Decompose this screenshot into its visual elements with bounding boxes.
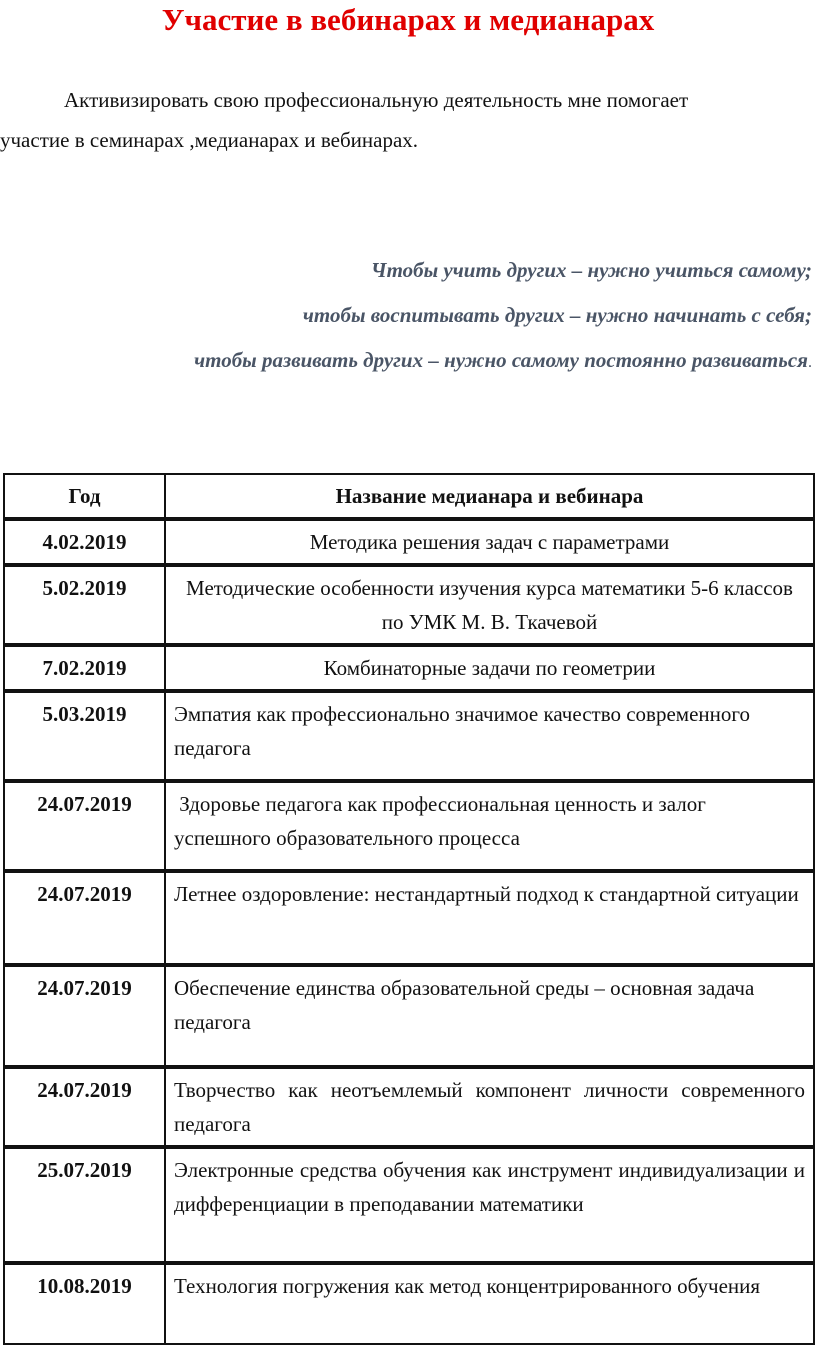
table-header-row <box>3 473 815 519</box>
epigraph-quote <box>12 248 812 385</box>
row-title: Комбинаторные задачи по геометрии <box>166 645 815 691</box>
row-date: 7.02.2019 <box>3 645 166 691</box>
table-row <box>3 781 815 871</box>
row-date: 4.02.2019 <box>3 519 166 565</box>
quote-line-3 <box>12 338 812 385</box>
table-row <box>3 1147 815 1263</box>
table-row <box>3 519 815 565</box>
quote-line-3-text: чтобы развивать других – нужно самому постоянно развиваться <box>194 348 808 372</box>
table-row <box>3 1067 815 1147</box>
quote-line-1: Чтобы учить других – нужно учиться самому; <box>370 258 812 282</box>
header-year: Год <box>3 473 166 519</box>
table-row <box>3 1263 815 1345</box>
quote-line-3-end: . <box>808 354 812 371</box>
header-title: Название медианара и вебинара <box>166 473 815 519</box>
row-title: Здоровье педагога как профессиональная ценность и залог успешного образовательного процесса <box>166 781 815 871</box>
row-title: Электронные средства обучения как инструмент индивидуализации и дифференциации в преподавании математики <box>166 1147 815 1263</box>
table-row <box>3 965 815 1067</box>
table-row <box>3 871 815 965</box>
row-date: 24.07.2019 <box>3 1067 166 1147</box>
intro-line-2: участие в семинарах ,медианарах и вебинарах. <box>0 128 419 152</box>
intro-paragraph <box>0 80 812 160</box>
webinars-table <box>3 473 815 1345</box>
intro-line-1: Активизировать свою профессиональную деятельность мне помогает <box>64 88 689 112</box>
row-title: Методика решения задач с параметрами <box>166 519 815 565</box>
row-title: Технология погружения как метод концентрированного обучения <box>166 1263 815 1345</box>
row-title: Творчество как неотъемлемый компонент личности современного педагога <box>166 1067 815 1147</box>
quote-line-2: чтобы воспитывать других – нужно начинать с себя; <box>302 303 812 327</box>
row-date: 24.07.2019 <box>3 781 166 871</box>
row-date: 24.07.2019 <box>3 871 166 965</box>
table-row <box>3 691 815 781</box>
row-date: 5.03.2019 <box>3 691 166 781</box>
row-date: 25.07.2019 <box>3 1147 166 1263</box>
row-date: 10.08.2019 <box>3 1263 166 1345</box>
row-title: Летнее оздоровление: нестандартный подход к стандартной ситуации <box>166 871 815 965</box>
row-title: Методические особенности изучения курса математики 5-6 классов по УМК М. В. Ткачевой <box>166 565 815 645</box>
page-title: Участие в вебинарах и медианарах <box>161 2 655 37</box>
row-date: 5.02.2019 <box>3 565 166 645</box>
row-title: Эмпатия как профессионально значимое качество современного педагога <box>166 691 815 781</box>
table-row <box>3 565 815 645</box>
row-date: 24.07.2019 <box>3 965 166 1067</box>
row-title: Обеспечение единства образовательной среды – основная задача педагога <box>166 965 815 1067</box>
table-row <box>3 645 815 691</box>
